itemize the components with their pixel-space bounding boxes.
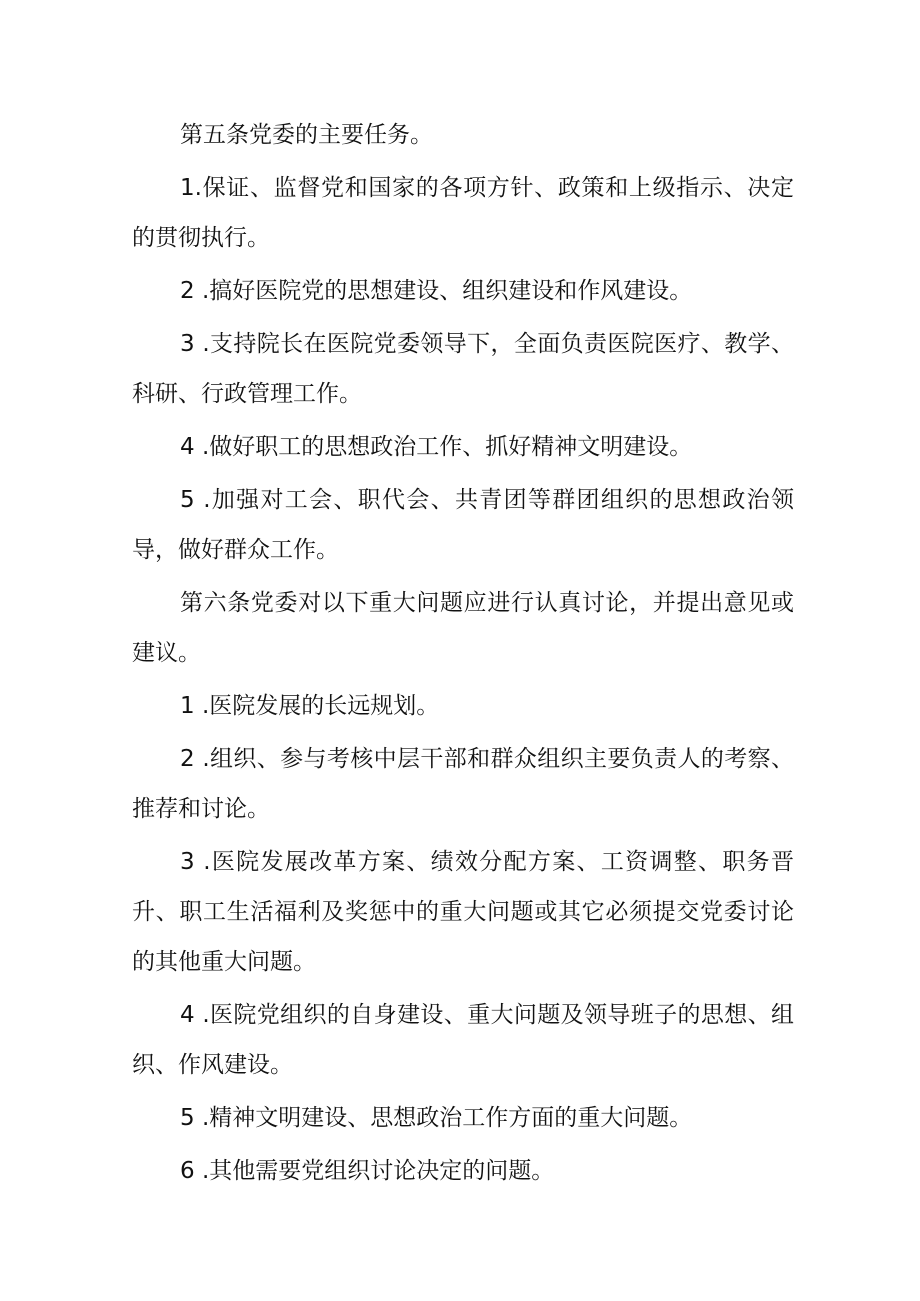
article-6-item-3: 3 .医院发展改革方案、绩效分配方案、工资调整、职务晋升、职工生活福利及奖惩中的重大问题或其它必须提交党委讨论的其他重大问题。 [132,849,794,975]
article-6-item-6: 6 .其他需要党组织讨论决定的问题。 [180,1158,555,1184]
article-5-item-2: 2 .搞好医院党的思想建设、组织建设和作风建设。 [180,278,693,304]
document-body [132,110,794,1199]
article-5-item-3: 3 .支持院长在医院党委领导下，全面负责医院医疗、教学、科研、行政管理工作。 [132,331,794,407]
article-6-heading: 第六条党委对以下重大问题应进行认真讨论，并提出意见或建议。 [132,590,794,666]
article-5-heading: 第五条党委的主要任务。 [180,122,433,148]
article-6-item-2: 2 .组织、参与考核中层干部和群众组织主要负责人的考察、推荐和讨论。 [132,746,794,822]
article-5-item-4: 4 .做好职工的思想政治工作、抓好精神文明建设。 [180,434,693,460]
article-6-item-1: 1 .医院发展的长远规划。 [180,693,440,719]
article-5-item-5: 5 .加强对工会、职代会、共青团等群团组织的思想政治领导，做好群众工作。 [132,487,794,563]
article-6-item-4: 4 .医院党组织的自身建设、重大问题及领导班子的思想、组织、作风建设。 [132,1002,794,1078]
article-5-item-1: 1.保证、监督党和国家的各项方针、政策和上级指示、决定的贯彻执行。 [132,175,794,251]
article-6-item-5: 5 .精神文明建设、思想政治工作方面的重大问题。 [180,1105,693,1131]
